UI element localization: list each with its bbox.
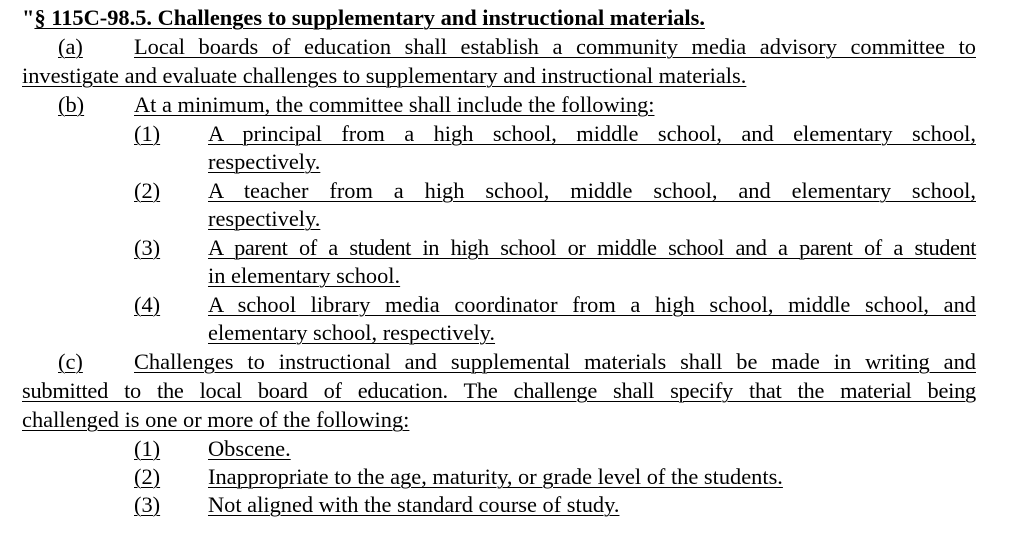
b-item-4-line1: A school library media coordinator from a high school, middle school, and <box>208 292 976 317</box>
subsection-c-line2: submitted to the local board of education. The challenge shall specify that the material being <box>22 378 976 403</box>
open-quote: " <box>22 5 35 30</box>
subsection-c-line1: Challenges to instructional and supplemental materials shall be made in writing and <box>134 349 976 374</box>
b-item-1-line1: A principal from a high school, middle school, and elementary school, <box>208 121 976 146</box>
b-item-3-line1: A parent of a student in high school or middle school and a parent of a student <box>208 235 976 260</box>
b-item-1-number: (1) <box>134 121 161 146</box>
subsection-a-label: (a) <box>58 34 83 59</box>
b-item-3-line2: in elementary school. <box>208 263 401 288</box>
section-title: § 115C-98.5. Challenges to supplementary and instructional materials. <box>34 5 705 30</box>
b-item-1-line2: respectively. <box>208 149 321 174</box>
c-item-3-text: Not aligned with the standard course of study. <box>208 492 620 517</box>
b-item-4-line2: elementary school, respectively. <box>208 320 496 345</box>
c-item-3-number: (3) <box>134 492 161 517</box>
subsection-c-line3: challenged is one or more of the following: <box>22 407 410 432</box>
b-item-3-number: (3) <box>134 235 161 260</box>
b-item-2-line1: A teacher from a high school, middle school, and elementary school, <box>208 178 976 203</box>
section-heading <box>22 4 705 32</box>
c-item-1-text: Obscene. <box>208 436 291 461</box>
b-item-2-number: (2) <box>134 178 161 203</box>
b-item-4-number: (4) <box>134 292 161 317</box>
subsection-a-line2: investigate and evaluate challenges to supplementary and instructional materials. <box>22 63 747 88</box>
c-item-2-number: (2) <box>134 464 161 489</box>
c-item-1-number: (1) <box>134 436 161 461</box>
subsection-b-intro: At a minimum, the committee shall include the following: <box>134 92 655 117</box>
subsection-c-label: (c) <box>58 349 83 374</box>
c-item-2-text: Inappropriate to the age, maturity, or grade level of the students. <box>208 464 783 489</box>
subsection-b-label: (b) <box>58 92 85 117</box>
b-item-2-line2: respectively. <box>208 206 321 231</box>
subsection-a-line1: Local boards of education shall establish a community media advisory committee to <box>134 34 976 59</box>
